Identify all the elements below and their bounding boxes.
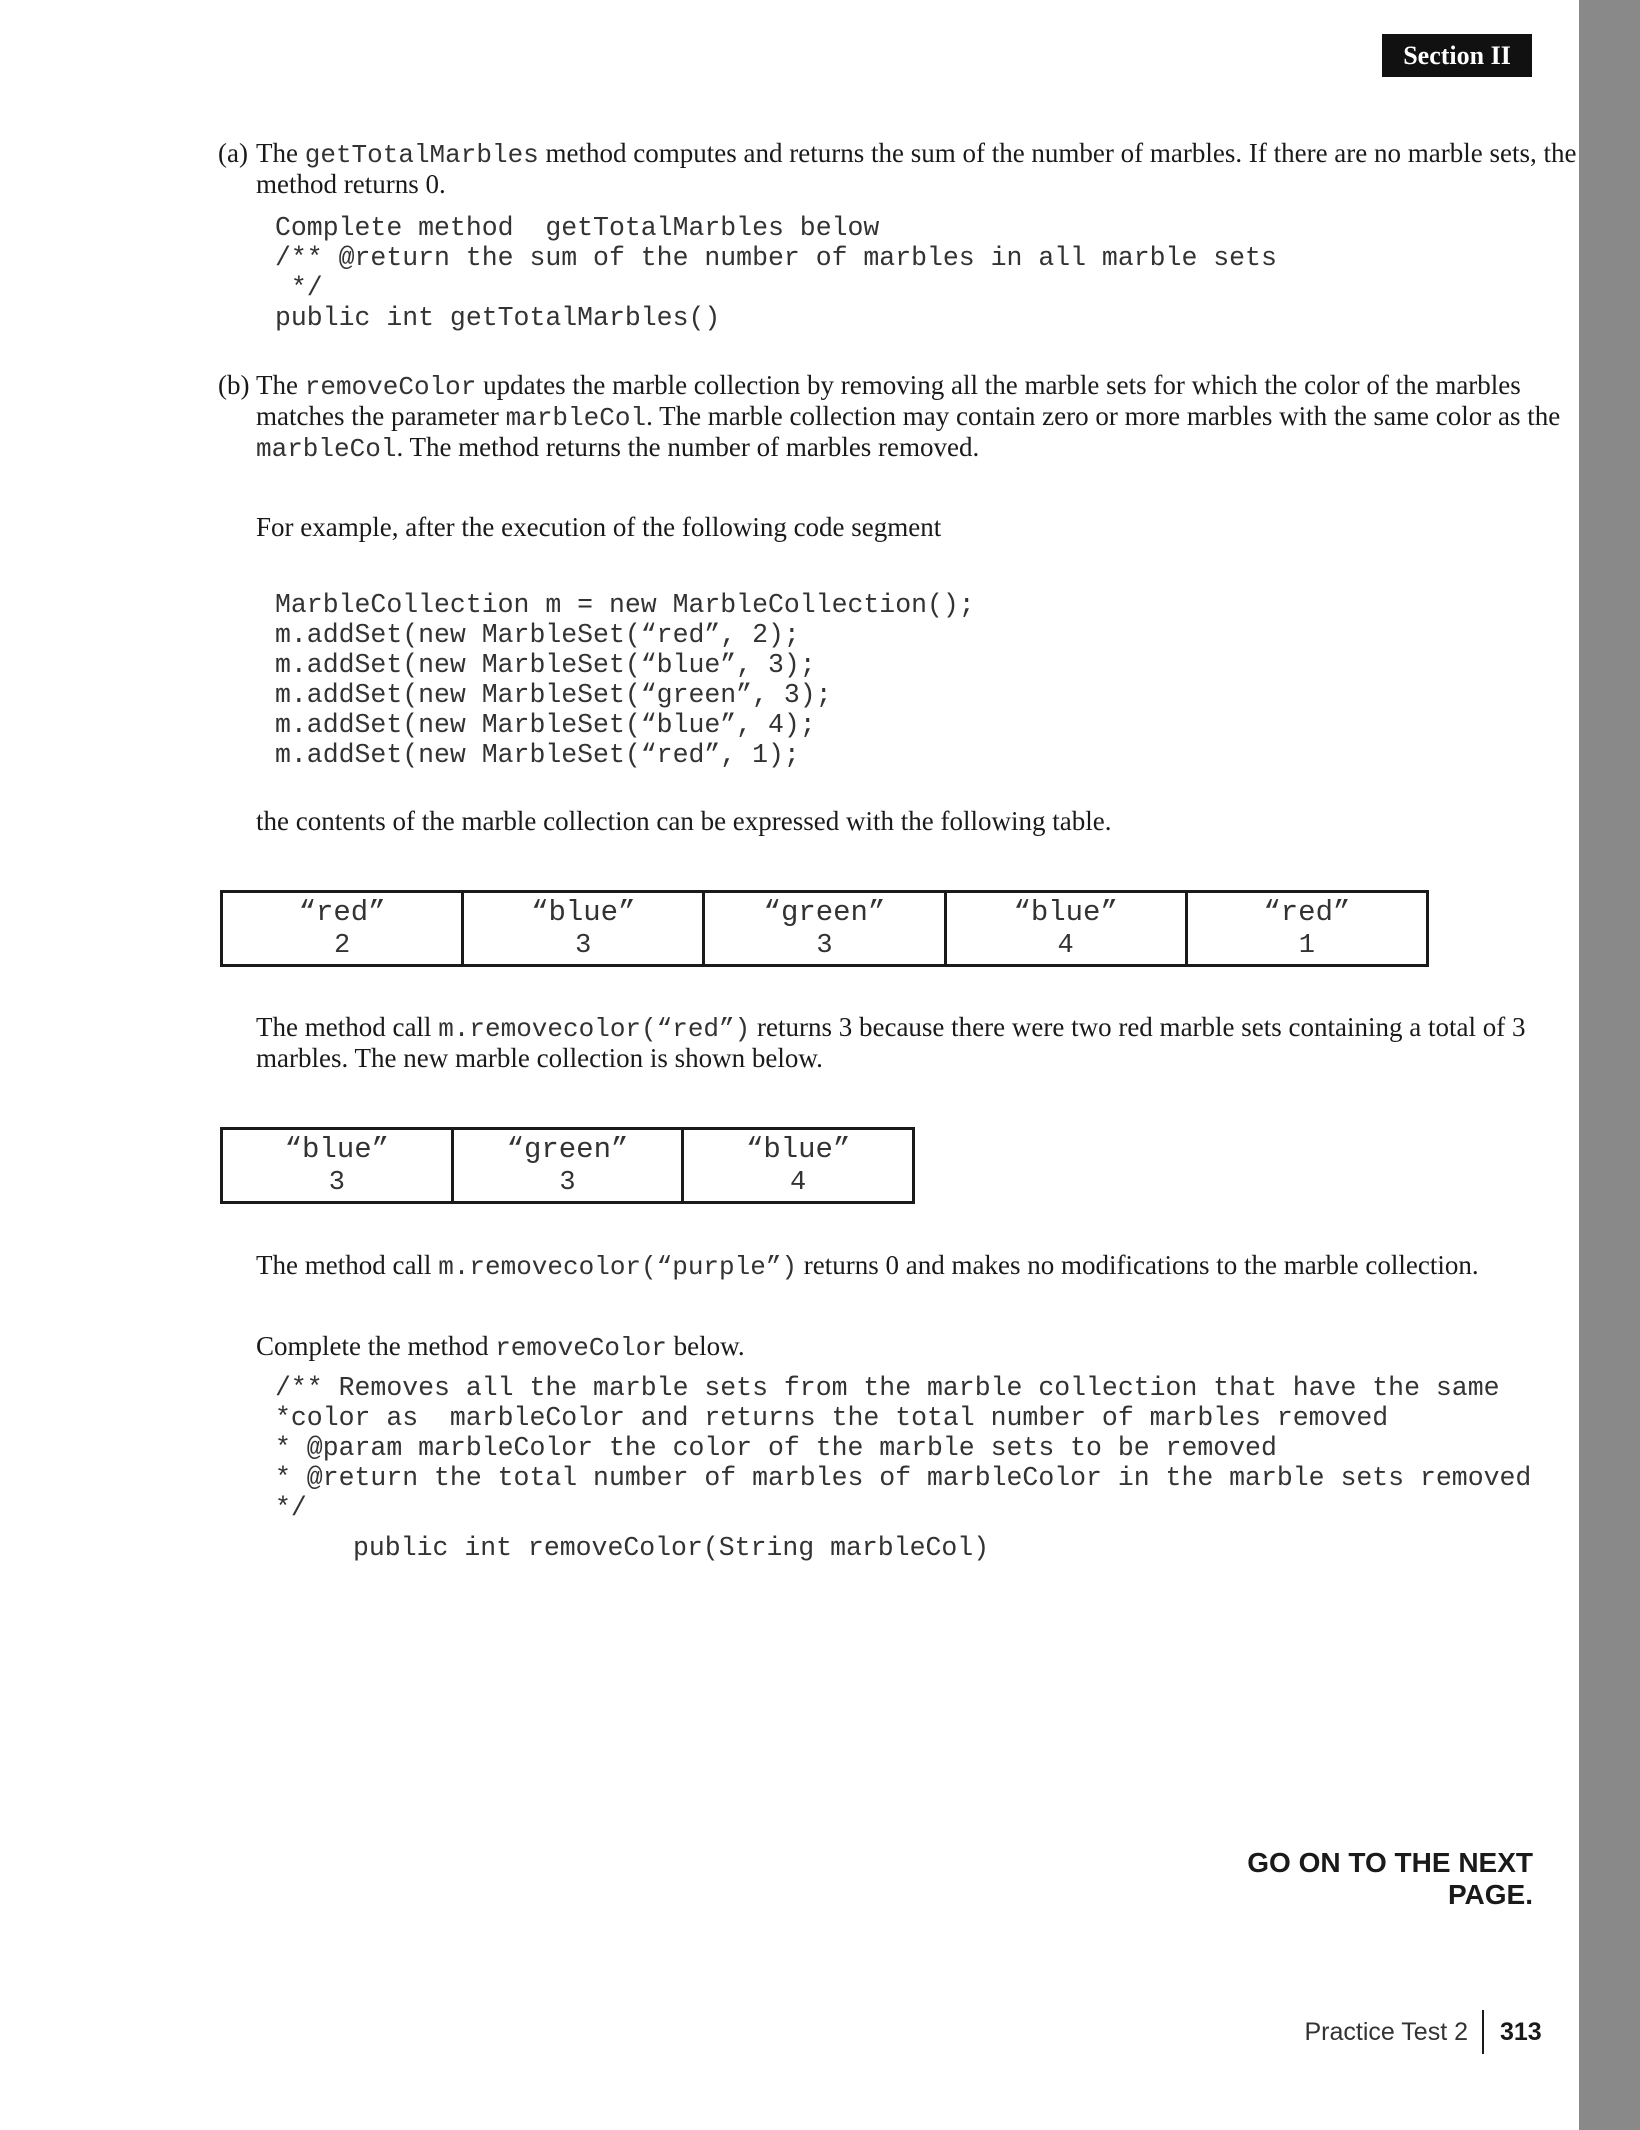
call-purple-before: The method call (256, 1250, 439, 1280)
marble-set-cell (463, 892, 704, 966)
marble-count: 1 (1298, 930, 1315, 961)
marble-count: 4 (790, 1167, 807, 1198)
marble-count: 4 (1057, 930, 1074, 961)
marble-collection-table-updated (220, 1127, 915, 1204)
example-intro: For example, after the execution of the following code segment (256, 512, 942, 542)
part-b-line3-code: marbleCol (256, 434, 397, 464)
marble-count: 3 (328, 1167, 345, 1198)
part-b-text-after: updates the marble collection by removing all the marble sets for which the color of the marbles (476, 370, 1521, 400)
complete-method-name: removeColor (495, 1333, 667, 1363)
complete-method-instruction (256, 1331, 745, 1364)
call-purple-description (256, 1250, 1556, 1283)
part-b-method-name: removeColor (304, 372, 477, 402)
part-b-param-name: marbleCol (505, 403, 647, 433)
marble-color: “blue” (531, 895, 636, 929)
marble-color: “red” (298, 895, 386, 929)
marble-count: 3 (559, 1167, 576, 1198)
marble-color: “red” (1263, 895, 1351, 929)
page-number: 313 (1500, 2018, 1542, 2046)
part-b-label: (b) (218, 370, 250, 400)
complete-before: Complete the method (256, 1331, 496, 1361)
table-row (222, 892, 1428, 966)
marble-set-cell (683, 1129, 914, 1203)
part-b-line2-before: matches the parameter (256, 401, 506, 431)
part-a-description-line1 (256, 138, 1577, 171)
remove-color-signature: public int removeColor(String marbleCol) (353, 1533, 990, 1563)
marble-set-cell (222, 1129, 453, 1203)
marble-color: “green” (763, 895, 886, 929)
marble-set-cell (452, 1129, 683, 1203)
marble-count: 3 (816, 930, 833, 961)
table-row (222, 1129, 914, 1203)
call-purple-after: returns 0 and makes no modifications to the marble collection. (797, 1250, 1479, 1280)
marble-color: “green” (506, 1132, 629, 1166)
section-label: Section II (1382, 34, 1532, 77)
call-red-code: m.removecolor(“red”) (438, 1014, 751, 1044)
call-red-description-line2: marbles. The new marble collection is shown below. (256, 1043, 823, 1073)
part-a-label: (a) (218, 138, 248, 168)
marble-set-cell (945, 892, 1186, 966)
call-red-description-line1 (256, 1012, 1556, 1045)
remove-color-doc-comment: /** Removes all the marble sets from the marble collection that have the same *color as marbleColor and returns the total number of marbles removed * @param marbleColor the color of the marble sets to be removed * @return the total number of marbles of marbleColor in the marble sets removed */ (275, 1373, 1532, 1523)
marble-collection-table-initial (220, 890, 1429, 967)
marble-set-cell (1186, 892, 1427, 966)
part-a-description-line2: method returns 0. (256, 169, 446, 199)
part-a-text-before: The (256, 138, 305, 168)
complete-after: below. (666, 1331, 745, 1361)
part-a-text-after: method computes and returns the sum of the number of marbles. If there are no marble sets, the (538, 138, 1577, 168)
go-on-notice: GO ON TO THE NEXT PAGE. (1247, 1847, 1533, 1910)
call-purple-code: m.removecolor(“purple”) (438, 1252, 798, 1282)
table-intro: the contents of the marble collection can be expressed with the following table. (256, 806, 1112, 836)
call-red-after: returns 3 because there were two red marble sets containing a total of 3 (750, 1012, 1526, 1042)
part-b-line2-after: . The marble collection may contain zero or more marbles with the same color as the (646, 401, 1561, 431)
part-a-method-name: getTotalMarbles (304, 140, 539, 170)
marble-count: 2 (333, 930, 351, 961)
footer-divider (1482, 2010, 1484, 2054)
part-b-description-line1 (256, 370, 1556, 403)
marble-set-cell (704, 892, 945, 966)
part-b-description-line2 (256, 401, 1561, 434)
call-red-before: The method call (256, 1012, 439, 1042)
marble-color: “blue” (745, 1132, 851, 1166)
part-b-text-before: The (256, 370, 305, 400)
example-code-block: MarbleCollection m = new MarbleCollection(); m.addSet(new MarbleSet(“red”, 2); m.addSet(new MarbleSet(“blue”, 3); m.addSet(new MarbleSet(“green”, 3); m.addSet(new MarbleSet(“blue”, 4); m.addSet(new MarbleSet(“red”, 1); (275, 590, 975, 770)
part-a-code-block: Complete method getTotalMarbles below /** @return the sum of the number of marbles in all marble sets */ public int getTotalMarbles() (275, 213, 1277, 333)
marble-count: 3 (575, 930, 592, 961)
part-b-description-line3 (256, 432, 1556, 465)
side-margin-bar (1579, 0, 1640, 2130)
footer-title: Practice Test 2 (1304, 2018, 1468, 2046)
marble-color: “blue” (284, 1132, 390, 1166)
marble-color: “blue” (1013, 895, 1118, 929)
marble-set-cell (222, 892, 463, 966)
part-b-line3-after: . The method returns the number of marbles removed. (396, 432, 980, 462)
